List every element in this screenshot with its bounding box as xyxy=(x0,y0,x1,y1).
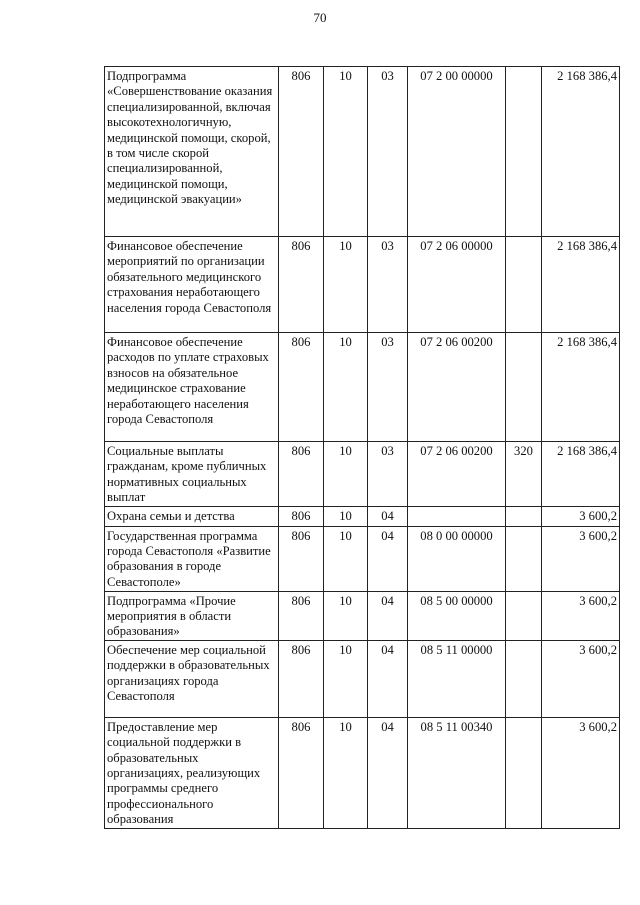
row-rz: 10 xyxy=(324,333,368,442)
row-rz: 10 xyxy=(324,237,368,333)
row-sum: 2 168 386,4 xyxy=(542,237,620,333)
row-vr xyxy=(506,67,542,237)
row-sum: 3 600,2 xyxy=(542,640,620,717)
row-pr: 03 xyxy=(368,237,408,333)
row-csr: 08 5 11 00000 xyxy=(408,640,506,717)
row-pr: 04 xyxy=(368,640,408,717)
row-sum: 2 168 386,4 xyxy=(542,333,620,442)
row-pr: 04 xyxy=(368,591,408,640)
row-name: Финансовое обеспечение расходов по уплате страховых взносов на обязательное медицинское страхование неработающего населения города Севастополя xyxy=(105,333,279,442)
row-vr xyxy=(506,333,542,442)
row-pr: 04 xyxy=(368,506,408,526)
row-rz: 10 xyxy=(324,67,368,237)
page-number: 70 xyxy=(313,10,327,25)
row-rz: 10 xyxy=(324,640,368,717)
row-pr: 04 xyxy=(368,526,408,591)
row-ved: 806 xyxy=(279,591,324,640)
row-name: Подпрограмма «Совершенствование оказания специализированной, включая высокотехнологичную, медицинской помощи, скорой, в том числе скорой специализированной, медицинской помощи, медицинской эвакуации» xyxy=(105,67,279,237)
table-row xyxy=(105,591,620,640)
row-ved: 806 xyxy=(279,640,324,717)
row-ved: 806 xyxy=(279,67,324,237)
row-csr: 08 5 00 00000 xyxy=(408,591,506,640)
row-pr: 04 xyxy=(368,717,408,828)
row-vr xyxy=(506,526,542,591)
row-sum: 3 600,2 xyxy=(542,717,620,828)
row-pr: 03 xyxy=(368,67,408,237)
budget-table xyxy=(104,66,620,829)
row-name: Подпрограмма «Прочие мероприятия в области образования» xyxy=(105,591,279,640)
row-sum: 3 600,2 xyxy=(542,526,620,591)
row-vr xyxy=(506,591,542,640)
row-ved: 806 xyxy=(279,442,324,507)
row-rz: 10 xyxy=(324,526,368,591)
table-row xyxy=(105,640,620,717)
table-row xyxy=(105,526,620,591)
row-pr: 03 xyxy=(368,442,408,507)
row-sum: 3 600,2 xyxy=(542,591,620,640)
table-row xyxy=(105,237,620,333)
row-sum: 2 168 386,4 xyxy=(542,67,620,237)
row-vr xyxy=(506,506,542,526)
row-csr: 08 5 11 00340 xyxy=(408,717,506,828)
row-csr: 07 2 00 00000 xyxy=(408,67,506,237)
row-sum: 2 168 386,4 xyxy=(542,442,620,507)
row-name: Социальные выплаты гражданам, кроме публичных нормативных социальных выплат xyxy=(105,442,279,507)
row-csr: 07 2 06 00200 xyxy=(408,442,506,507)
row-vr xyxy=(506,237,542,333)
row-vr: 320 xyxy=(506,442,542,507)
row-csr: 07 2 06 00000 xyxy=(408,237,506,333)
row-rz: 10 xyxy=(324,591,368,640)
row-csr: 07 2 06 00200 xyxy=(408,333,506,442)
row-name: Обеспечение мер социальной поддержки в образовательных организациях города Севастополя xyxy=(105,640,279,717)
row-rz: 10 xyxy=(324,717,368,828)
row-vr xyxy=(506,640,542,717)
table-row xyxy=(105,333,620,442)
row-name: Предоставление мер социальной поддержки в образовательных организациях, реализующих программы среднего профессионального образования xyxy=(105,717,279,828)
budget-table-body xyxy=(105,67,620,829)
row-ved: 806 xyxy=(279,237,324,333)
row-rz: 10 xyxy=(324,442,368,507)
row-ved: 806 xyxy=(279,506,324,526)
row-ved: 806 xyxy=(279,717,324,828)
row-vr xyxy=(506,717,542,828)
row-csr xyxy=(408,506,506,526)
row-rz: 10 xyxy=(324,506,368,526)
table-row xyxy=(105,442,620,507)
row-name: Финансовое обеспечение мероприятий по организации обязательного медицинского страхования неработающего населения города Севастополя xyxy=(105,237,279,333)
table-row xyxy=(105,506,620,526)
row-csr: 08 0 00 00000 xyxy=(408,526,506,591)
row-ved: 806 xyxy=(279,333,324,442)
row-sum: 3 600,2 xyxy=(542,506,620,526)
row-ved: 806 xyxy=(279,526,324,591)
table-row xyxy=(105,67,620,237)
table-row xyxy=(105,717,620,828)
row-name: Государственная программа города Севастополя «Развитие образования в городе Севастополе» xyxy=(105,526,279,591)
row-pr: 03 xyxy=(368,333,408,442)
row-name: Охрана семьи и детства xyxy=(105,506,279,526)
